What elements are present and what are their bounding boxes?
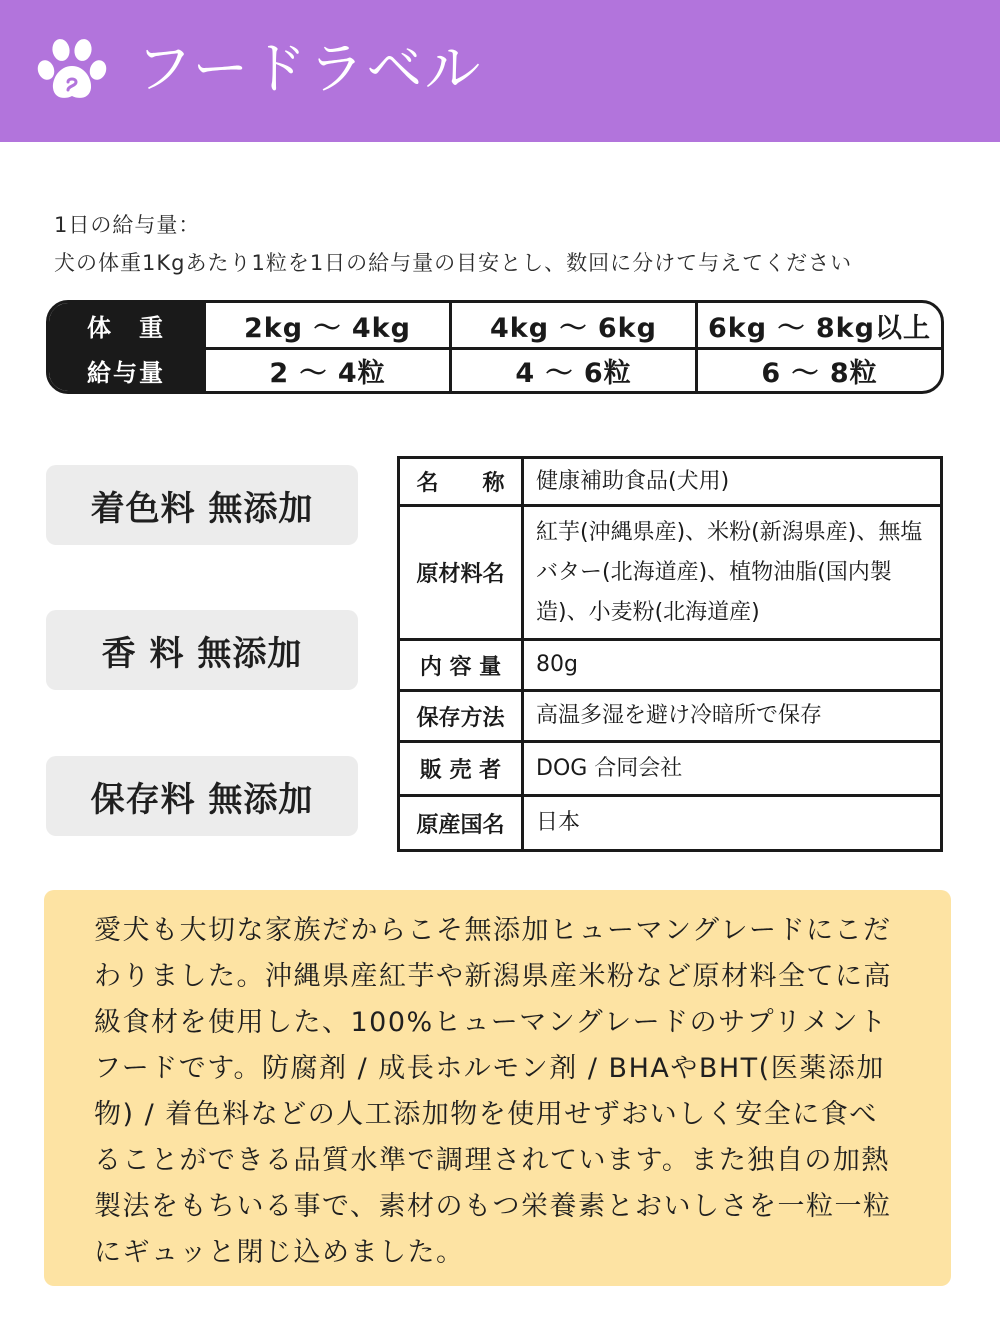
spec-value: 日本	[523, 796, 942, 851]
badge-no-preservative: 保存料 無添加	[46, 756, 358, 836]
page-title: フードラベル	[136, 37, 483, 102]
feeding-info	[54, 206, 954, 282]
spec-value: 80g	[523, 640, 942, 691]
weight-cell: 4kg 〜 6kg	[449, 303, 695, 347]
amount-label: 給与量	[49, 350, 203, 391]
spec-row-storage	[399, 691, 942, 742]
spec-label: 保存方法	[399, 691, 523, 742]
badge-no-flavoring: 香 料 無添加	[46, 610, 358, 690]
weight-cell: 2kg 〜 4kg	[203, 303, 449, 347]
weight-cell: 6kg 〜 8kg以上	[695, 303, 941, 347]
spec-label: 内 容 量	[399, 640, 523, 691]
spec-row-ingredients	[399, 506, 942, 640]
amount-cell: 4 〜 6粒	[449, 350, 695, 391]
amount-row	[49, 347, 941, 391]
description-text: 愛犬も大切な家族だからこそ無添加ヒューマングレードにこだわりました。沖縄県産紅芋や新潟県産米粉など原材料全てに高級食材を使用した、100%ヒューマングレードのサプリメントフードです。防腐剤 / 成長ホルモン剤 / BHAやBHT(医薬添加物) / 着色料などの人工添加物を使用せずおいしく安全に食べることができる品質水準で調理されています。また独自の加熱製法をもちいる事で、素材のもつ栄養素とおいしさを一粒一粒にギュッと閉じ込めました。	[94, 915, 892, 1268]
paw-icon	[34, 36, 110, 104]
weight-label: 体 重	[49, 303, 203, 347]
amount-cell: 6 〜 8粒	[695, 350, 941, 391]
spec-label: 名 称	[399, 458, 523, 506]
feeding-table	[46, 300, 944, 394]
spec-value: 紅芋(沖縄県産)、米粉(新潟県産)、無塩バター(北海道産)、植物油脂(国内製造)、小麦粉(北海道産)	[523, 506, 942, 640]
header-bar	[0, 0, 1000, 142]
badge-no-coloring: 着色料 無添加	[46, 465, 358, 545]
amount-cell: 2 〜 4粒	[203, 350, 449, 391]
spec-label: 販 売 者	[399, 742, 523, 796]
spec-label: 原産国名	[399, 796, 523, 851]
spec-row-name	[399, 458, 942, 506]
spec-row-seller	[399, 742, 942, 796]
spec-row-origin	[399, 796, 942, 851]
spec-value: DOG 合同会社	[523, 742, 942, 796]
spec-table	[397, 456, 943, 852]
feeding-description: 犬の体重1Kgあたり1粒を1日の給与量の目安とし、数回に分けて与えてください	[54, 251, 853, 275]
spec-label: 原材料名	[399, 506, 523, 640]
feeding-title: 1日の給与量：	[54, 213, 201, 237]
spec-row-contents	[399, 640, 942, 691]
spec-value: 高温多湿を避け冷暗所で保存	[523, 691, 942, 742]
weight-row	[49, 303, 941, 347]
description-box	[44, 890, 951, 1286]
spec-value: 健康補助食品(犬用)	[523, 458, 942, 506]
